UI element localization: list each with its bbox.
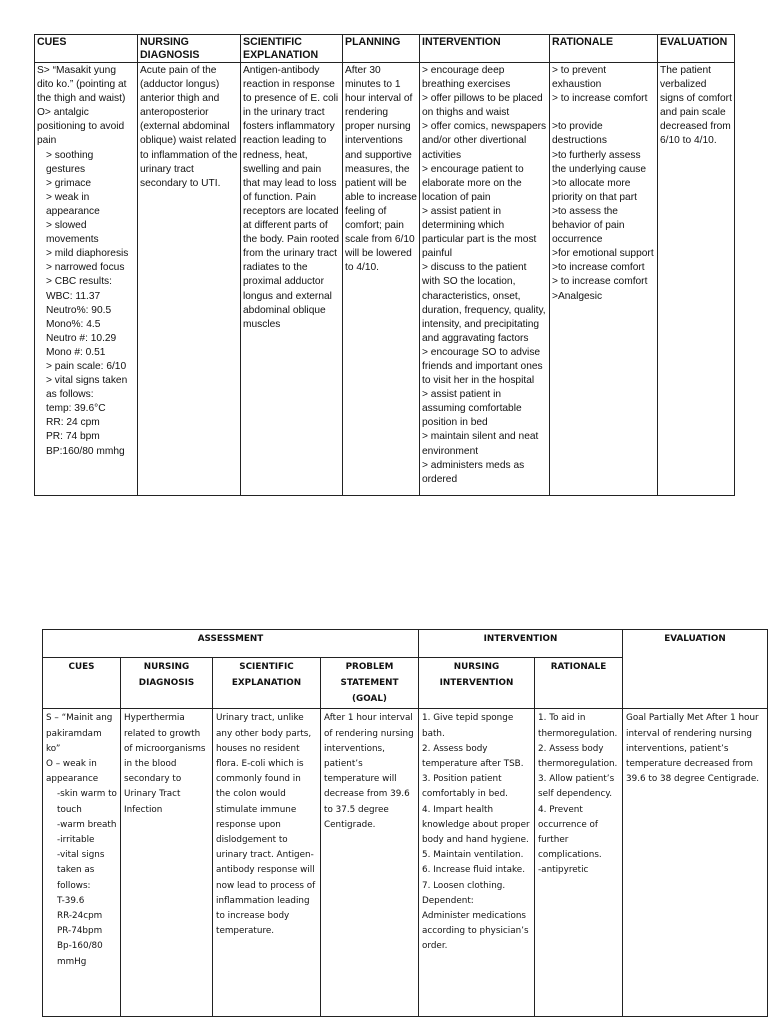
header-intervention: INTERVENTION [420,35,550,63]
rationale-item: -antipyretic [538,865,589,876]
assessment-header: ASSESSMENT [43,630,419,658]
cue-line: O – weak in appearance [46,759,99,785]
intervention-item: 7. Loosen clothing. [422,880,506,891]
cue-line: Neutro%: 90.5 [46,304,112,316]
intervention-item: > encourage deep breathing exercises [422,65,511,91]
cue-line: RR-24cpm [57,911,103,922]
cue-line: > grimace [46,177,92,189]
problem-statement-cell: After 1 hour interval of rendering nursing interventions, patient’s temperature will decrease from 39.6 to 37.5 degree Centigrade. [321,709,419,1017]
intervention-item: > offer pillows to be placed on thighs and waist [422,93,543,119]
cue-line: > narrowed focus [46,262,125,274]
intervention-item: > administers meds as ordered [422,459,525,485]
rationale-item: >to provide destructions [552,121,607,147]
intervention-item: > offer comics, newspapers and/or other divertional activities [422,121,547,161]
nursing-care-plan-table-hyperthermia [42,629,768,1017]
cue-line: > vital signs taken as follows: [46,375,128,401]
rationale-item: > to prevent exhaustion [552,65,607,91]
rationale-item: 2. Assess body thermoregulation. [538,743,618,769]
intervention-item: > encourage SO to advise friends and important ones to visit her in the hospital [422,346,543,387]
header-scientific-explanation: SCIENTIFIC EXPLANATION [241,35,343,63]
nursing-diagnosis-cell: Acute pain of the (adductor longus) anterior thigh and anteroposterior (external abdominal oblique) waist related to inflammation of the urinary tract secondary to UTI. [138,63,241,496]
header-problem-statement: PROBLEM STATEMENT (GOAL) [321,658,419,709]
cue-line: > weak in appearance [46,191,100,217]
header-nursing-diagnosis: NURSING DIAGNOSIS [121,658,213,709]
rationale-item: > to increase comfort [552,93,648,105]
intervention-cell [420,63,550,496]
rationale-item: 1. To aid in thermoregulation. [538,713,618,739]
evaluation-cell: Goal Partially Met After 1 hour interval of rendering nursing interventions, patient’s temperature decreased from 39.6 to 38 degree Centigrade. [623,709,768,1017]
cue-line: -vital signs taken as follows: [57,850,105,891]
cue-line: S> “Masakit yung dito ko.” (pointing at the thigh and waist) [37,65,127,105]
cue-line: RR: 24 cpm [46,417,100,429]
cue-line: temp: 39.6°C [46,403,106,415]
rationale-item: >for emotional support [552,248,654,260]
rationale-cell [535,709,623,1017]
evaluation-cell: The patient verbalized signs of comfort and pain scale decreased from 6/10 to 4/10. [658,63,735,496]
intervention-item: Dependent: [422,895,474,906]
header-nursing-intervention: NURSING INTERVENTION [419,658,535,709]
intervention-item: Administer medications according to physician’s order. [422,911,529,952]
header-cues: CUES [35,35,138,63]
header-rationale: RATIONALE [535,658,623,709]
cue-line: > CBC results: [46,276,112,288]
intervention-item: > encourage patient to elaborate more on the location of pain [422,163,524,203]
header-row [35,35,735,63]
cue-line: > soothing gestures [46,149,94,175]
header-planning: PLANNING [343,35,420,63]
cue-line: > pain scale: 6/10 [46,360,127,372]
cue-line: -irritable [57,835,95,846]
cue-line: WBC: 11.37 [46,290,101,302]
intervention-item: > assist patient in assuming comfortable position in bed [422,389,522,429]
intervention-item: > maintain silent and neat environment [422,431,539,457]
intervention-item: > discuss to the patient with SO the location, characteristics, onset, duration, frequency, quality, intensity, and precipitating and aggravating factors [422,262,546,344]
scientific-explanation-cell: Urinary tract, unlike any other body parts, houses no resident flora. E-coli which is commonly found in the colon would stimulate immune response upon dislodgement to urinary tract. Antigen-antibody response will now lead to process of inflammation leading to increase body temperature. [213,709,321,1017]
rationale-cell [550,63,658,496]
cue-line: Neutro #: 10.29 [46,332,117,344]
cue-line: S – “Mainit ang pakiramdam ko” [46,713,113,754]
intervention-item: 5. Maintain ventilation. [422,850,524,861]
cue-line: Mono #: 0.51 [46,346,106,358]
rationale-item: >to allocate more priority on that part [552,177,637,203]
nursing-care-plan-table-pain [34,34,735,496]
cue-line: -warm breath [57,819,117,830]
rationale-item: 3. Allow patient’s self dependency. [538,774,615,800]
rationale-item: >to increase comfort [552,262,645,274]
group-header-row [43,630,768,658]
intervention-item: 3. Position patient comfortably in bed. [422,774,508,800]
rationale-spacer [552,106,655,120]
header-scientific-explanation: SCIENTIFIC EXPLANATION [213,658,321,709]
cue-line: T-39.6 [57,895,85,906]
intervention-item: 4. Impart health knowledge about proper body and hand hygiene. [422,804,530,846]
intervention-item: > assist patient in determining which particular part is the most painful [422,205,537,260]
cue-line: > mild diaphoresis [46,248,129,260]
intervention-item: 6. Increase fluid intake. [422,865,526,876]
header-nursing-diagnosis: NURSING DIAGNOSIS [138,35,241,63]
rationale-item: > to increase comfort [552,276,648,288]
nursing-intervention-cell [419,709,535,1017]
planning-cell: After 30 minutes to 1 hour interval of rendering proper nursing interventions and supportive measures, the patient will be able to increase feeling of comfort; pain scale from 6/10 will be lowered to 4/10. [343,63,420,496]
header-cues: CUES [43,658,121,709]
content-row [35,63,735,496]
intervention-header: INTERVENTION [419,630,623,658]
cues-cell [43,709,121,1017]
rationale-item: >Analgesic [552,290,603,302]
cues-cell [35,63,138,496]
cue-line: BP:160/80 mmhg [46,445,125,457]
header-rationale: RATIONALE [550,35,658,63]
cue-line: > slowed movements [46,220,99,246]
cue-line: Bp-160/80 mmHg [57,941,103,967]
rationale-item: 4. Prevent occurrence of further complications. [538,804,602,861]
cue-line: Mono%: 4.5 [46,318,101,330]
intervention-item: 2. Assess body temperature after TSB. [422,743,524,769]
rationale-item: >to furtherly assess the underlying cause [552,149,647,175]
header-evaluation: EVALUATION [658,35,735,63]
rationale-item: >to assess the behavior of pain occurrence [552,205,625,246]
cue-line: O> antalgic positioning to avoid pain [37,107,125,147]
cue-line: PR-74bpm [57,926,103,937]
cue-line: -skin warm to touch [57,789,117,815]
scientific-explanation-cell: Antigen-antibody reaction in response to presence of E. coli in the urinary tract fosters inflammatory reaction leading to redness, heat, swelling and pain that may lead to loss of function. Pain receptors are located at different parts of the body. Pain rooted from the urinary tract radiates to the proximal adductor longus and external abdominal oblique muscles [241,63,343,496]
intervention-item: 1. Give tepid sponge bath. [422,713,514,739]
cue-line: PR: 74 bpm [46,431,100,443]
nursing-diagnosis-cell: Hyperthermia related to growth of microorganisms in the blood secondary to Urinary Tract Infection [121,709,213,1017]
evaluation-header: EVALUATION [623,630,768,709]
content-row [43,709,768,1017]
